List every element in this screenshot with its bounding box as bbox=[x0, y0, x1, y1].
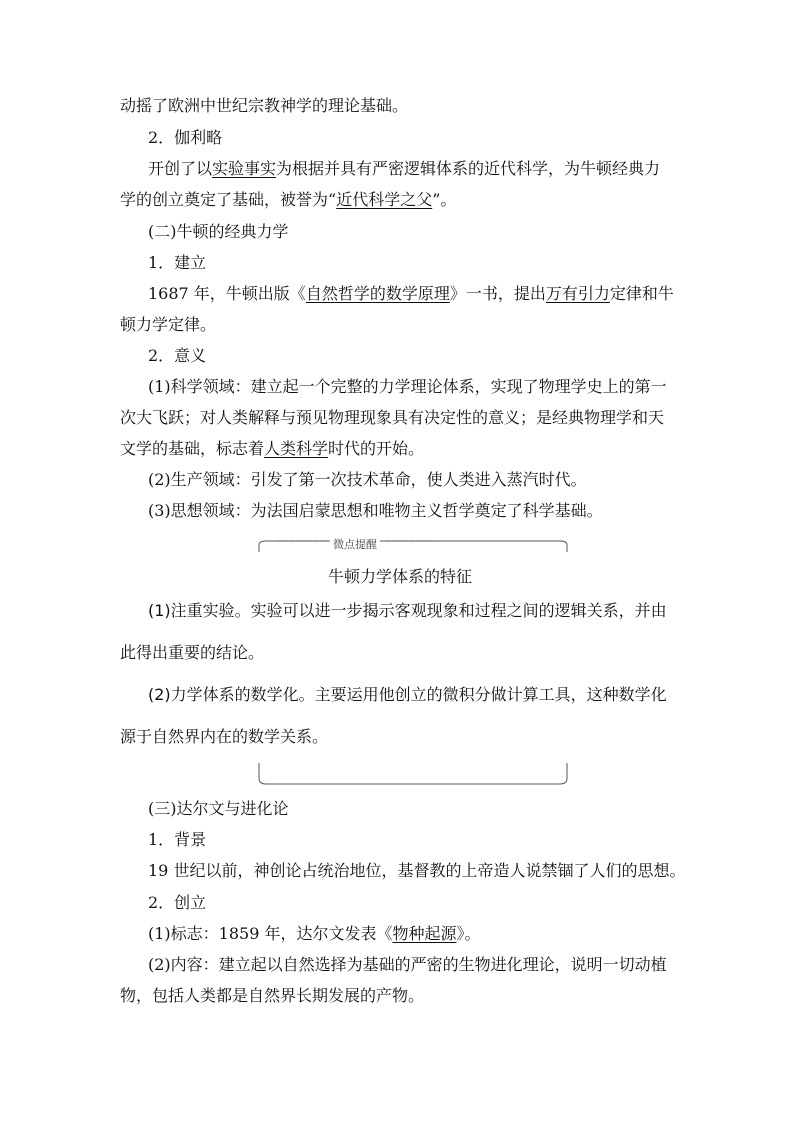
section-heading-newton: (二)牛顿的经典力学 bbox=[148, 222, 289, 241]
darwin-bg-line: 19 世纪以前，神创论占统治地位，基督教的上帝造人说禁锢了人们的思想。 bbox=[148, 861, 686, 880]
darwin-create-line-3: 物，包括人类都是自然界长期发展的产物。 bbox=[120, 986, 425, 1005]
underlined-term: 实验事实 bbox=[212, 159, 277, 178]
intro-line: 动摇了欧洲中世纪宗教神学的理论基础。 bbox=[120, 96, 409, 115]
note-paragraph-2-line-2: 源于自然界内在的数学关系。 bbox=[120, 727, 329, 746]
newton-meaning-line-4: (2)生产领域：引发了第一次技术革命，使人类进入蒸汽时代。 bbox=[148, 470, 587, 489]
galileo-line-1: 开创了以实验事实为根据并具有严密逻辑体系的近代科学，为牛顿经典力 bbox=[148, 159, 661, 178]
note-paragraph-2-line-1: (2)力学体系的数学化。主要运用他创立的微积分做计算工具，这种数学化 bbox=[148, 685, 667, 704]
darwin-create-heading: 2．创立 bbox=[148, 893, 207, 912]
underlined-term: 万有引力 bbox=[545, 284, 610, 303]
note-paragraph-1-line-1: (1)注重实验。实验可以进一步揭示客观现象和过程之间的逻辑关系，并由 bbox=[148, 601, 667, 620]
newton-found-line-2: 顿力学定律。 bbox=[120, 315, 217, 334]
note-label: 微点提醒 bbox=[330, 538, 380, 552]
underlined-term: 物种起源 bbox=[392, 924, 457, 943]
darwin-bg-heading: 1．背景 bbox=[148, 830, 207, 849]
newton-meaning-line-2: 次大飞跃；对人类解释与预见物理现象具有决定性的意义；是经典物理学和天 bbox=[120, 408, 665, 427]
underlined-term: 近代科学之父 bbox=[336, 190, 433, 209]
newton-meaning-line-3: 文学的基础，标志着人类科学时代的开始。 bbox=[120, 439, 425, 458]
note-paragraph-1-line-2: 此得出重要的结论。 bbox=[120, 643, 265, 662]
newton-meaning-line-5: (3)思想领域：为法国启蒙思想和唯物主义哲学奠定了科学基础。 bbox=[148, 501, 603, 520]
underlined-term: 人类科学 bbox=[264, 439, 329, 458]
note-box-top-border bbox=[258, 537, 568, 553]
note-box-bottom-border bbox=[258, 762, 568, 786]
darwin-create-line-1: (1)标志：1859 年，达尔文发表《物种起源》。 bbox=[148, 924, 481, 943]
underlined-term: 自然哲学的数学原理 bbox=[305, 284, 450, 303]
newton-meaning-line-1: (1)科学领域：建立起一个完整的力学理论体系，实现了物理学史上的第一 bbox=[148, 377, 667, 396]
newton-found-line-1: 1687 年，牛顿出版《自然哲学的数学原理》一书，提出万有引力定律和牛 bbox=[148, 284, 674, 303]
section-heading-darwin: (三)达尔文与进化论 bbox=[148, 799, 289, 818]
newton-meaning-heading: 2．意义 bbox=[148, 346, 207, 365]
newton-found-heading: 1．建立 bbox=[148, 253, 207, 272]
galileo-line-2: 学的创立奠定了基础，被誉为“近代科学之父”。 bbox=[120, 190, 457, 209]
galileo-heading: 2．伽利略 bbox=[148, 128, 223, 147]
darwin-create-line-2: (2)内容：建立起以自然选择为基础的严密的生物进化理论，说明一切动植 bbox=[148, 955, 667, 974]
note-title: 牛顿力学体系的特征 bbox=[327, 567, 472, 586]
